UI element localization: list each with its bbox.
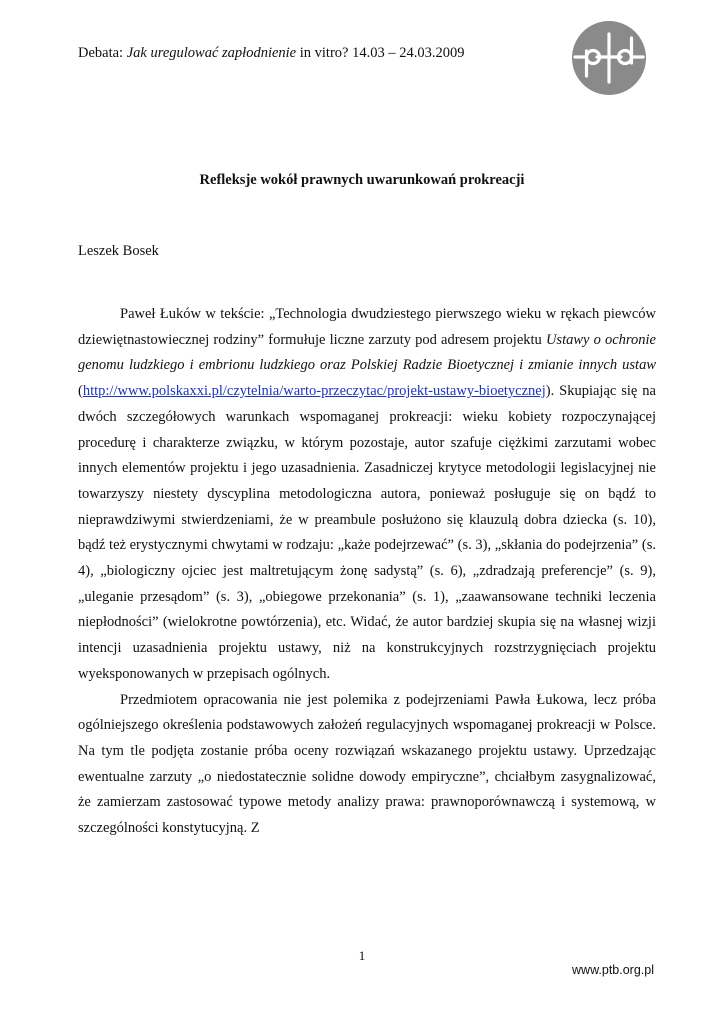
body-text: [78, 302, 656, 842]
header-suffix: in vitro? 14.03 – 24.03.2009: [296, 45, 465, 61]
ptb-logo-icon: [571, 20, 647, 96]
document-title: Refleksje wokół prawnych uwarunkowań prokreacji: [199, 172, 525, 188]
page-number: 1: [358, 948, 366, 963]
paragraph-1: [78, 302, 656, 688]
header-title: Jak uregulować zapłodnienie: [126, 45, 297, 61]
paragraph-1-part-3: ). Skupiając się na dwóch szczegółowych warunkach wspomaganej prokreacji: wieku kobiety rozpoczynającej procedurę i charakterze związku, w którym pozostaje, autor szafuje ciężkimi zarzutami wobec innych elementów projektu i jego uzasadnienia. Zasadniczej krytyce metodologii legislacyjnej nie towarzyszy niestety dyscyplina metodologiczna autora, ponieważ posługuje się on bądź to nieprawdziwymi stwierdzeniami, że w preambule posłużono się klauzulą dobra dziecka (s. 10), bądź też erystycznymi chwytami w rodzaju: „każe podejrzewać” (s. 3), „skłania do podejrzenia” (s. 4), „biologiczny ojciec jest maltretującym żonę sadystą” (s. 6), „zdradzają preferencje” (s. 9), „uleganie przesądom” (s. 3), „obiegowe przekonania” (s. 1), „zaawansowane techniki leczenia niepłodności” (wielokrotne powtórzenia), etc. Widać, że autor bardziej skupia się na własnej wizji intencji uzasadnienia projektu ustawy, niż na konstrukcyjnych rozstrzygnięciach projektu wyeksponowanych w przepisach ogólnych.: [78, 383, 656, 682]
footer-url: www.ptb.org.pl: [572, 963, 654, 977]
header-line: [78, 45, 464, 62]
reference-link[interactable]: http://www.polskaxxi.pl/czytelnia/warto-przeczytac/projekt-ustawy-bioetycznej: [82, 383, 546, 400]
paragraph-1-part-2: (: [78, 383, 83, 400]
ptb-logo: [571, 20, 647, 96]
header-prefix: Debata:: [78, 45, 127, 61]
paragraph-1-part-1: Paweł Łuków w tekście: „Technologia dwudziestego pierwszego wieku w rękach piewców dziewiętnastowiecznej rodziny” formułuje liczne zarzuty pod adresem projektu: [78, 306, 656, 348]
law-title: Ustawy o ochronie genomu ludzkiego i embrionu ludzkiego oraz Polskiej Radzie Bioetycznej i zmianie innych ustaw: [78, 331, 656, 374]
paragraph-2: Przedmiotem opracowania nie jest polemika z podejrzeniami Pawła Łukowa, lecz próba ogólniejszego określenia podstawowych założeń regulacyjnych wspomaganej prokreacji w Polsce. Na tym tle podjęta zostanie próba oceny rozwiązań wskazanego projektu ustawy. Uprzedzając ewentualne zarzuty „o niedostatecznie solidne dowody empiryczne”, chciałbym zasygnalizować, że zamierzam zastosować typowe metody analizy prawa: prawnoporównawczą i systemową, w szczególności konstytucyjną. Z: [78, 691, 656, 837]
author-name: Leszek Bosek: [78, 243, 159, 259]
